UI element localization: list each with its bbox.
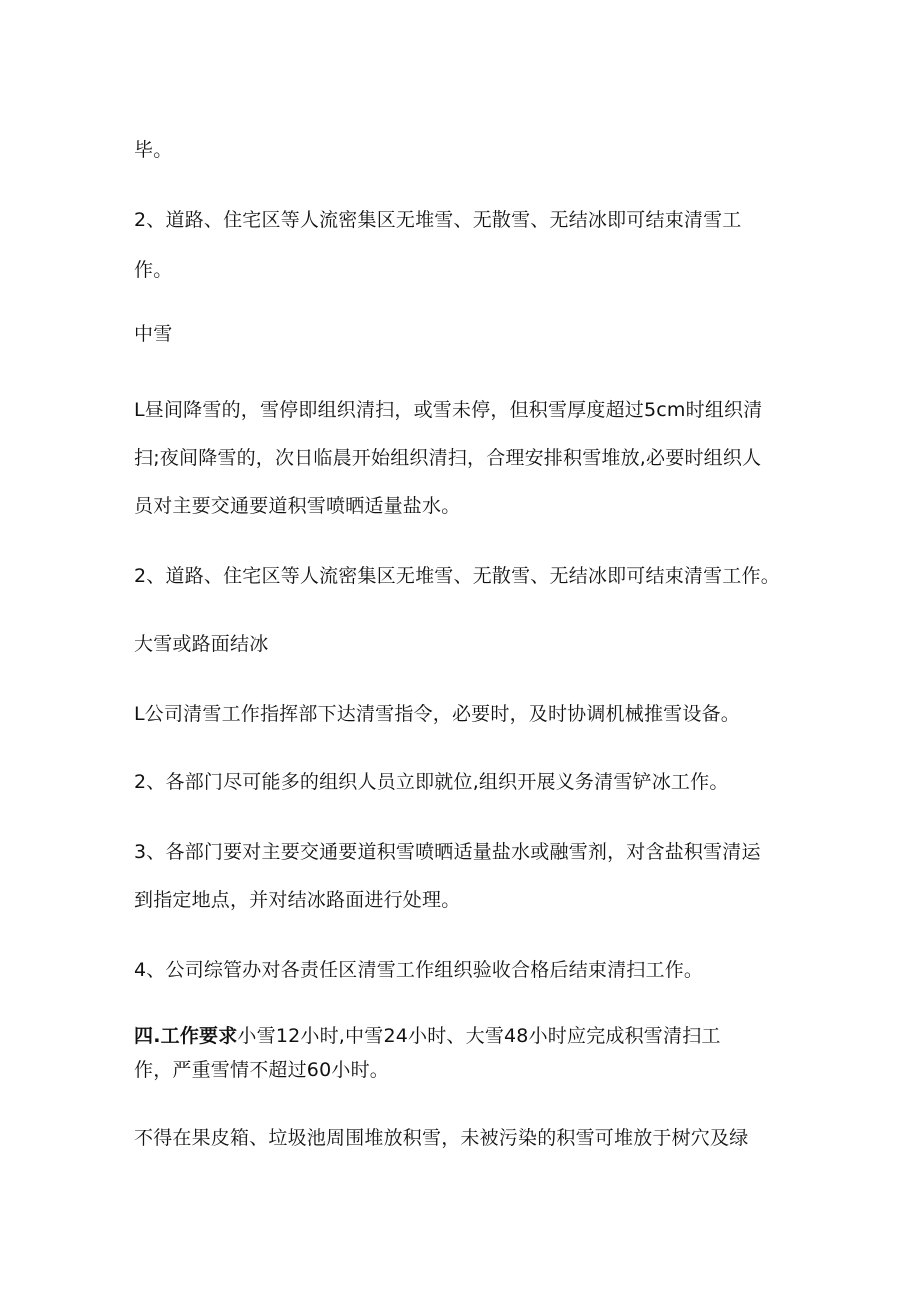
paragraph-line: L公司清雪工作指挥部下达清雪指令，必要时，及时协调机械推雪设备。	[134, 703, 740, 725]
paragraph-line: 不得在果皮箱、垃圾池周围堆放积雪，未被污染的积雪可堆放于树穴及绿	[134, 1127, 749, 1149]
paragraph-line: 4、公司综管办对各责任区清雪工作组织验收合格后结束清扫工作。	[134, 959, 704, 981]
section-4-line	[134, 1022, 814, 1050]
paragraph-line: 3、各部门要对主要交通要道积雪喷晒适量盐水或融雪剂，对含盐积雪清运	[134, 841, 761, 863]
paragraph-line: 员对主要交通要道积雪喷晒适量盐水。	[134, 495, 461, 517]
paragraph-line: 毕。	[134, 139, 173, 161]
section-4-heading: 四.工作要求	[134, 1025, 238, 1047]
paragraph-line: 扫;夜间降雪的，次日临晨开始组织清扫，合理安排积雪堆放,必要时组织人	[134, 447, 762, 469]
paragraph-line: 作，严重雪情不超过60小时。	[134, 1059, 389, 1081]
paragraph-line: 2、道路、住宅区等人流密集区无堆雪、无散雪、无结冰即可结束清雪工作。	[134, 565, 780, 587]
paragraph-line: 作。	[134, 259, 173, 281]
subheading-heavy-snow: 大雪或路面结冰	[134, 633, 269, 655]
paragraph-line: 2、各部门尽可能多的组织人员立即就位,组织开展义务清雪铲冰工作。	[134, 771, 729, 793]
subheading-medium-snow: 中雪	[134, 323, 173, 345]
paragraph-line: 到指定地点，并对结冰路面进行处理。	[134, 889, 461, 911]
paragraph-line: 2、道路、住宅区等人流密集区无堆雪、无散雪、无结冰即可结束清雪工	[134, 209, 742, 231]
section-4-text: 小雪12小时,中雪24小时、大雪48小时应完成积雪清扫工	[237, 1025, 721, 1047]
paragraph-line: L昼间降雪的，雪停即组织清扫，或雪未停，但积雪厚度超过5cm时组织清	[134, 399, 763, 421]
